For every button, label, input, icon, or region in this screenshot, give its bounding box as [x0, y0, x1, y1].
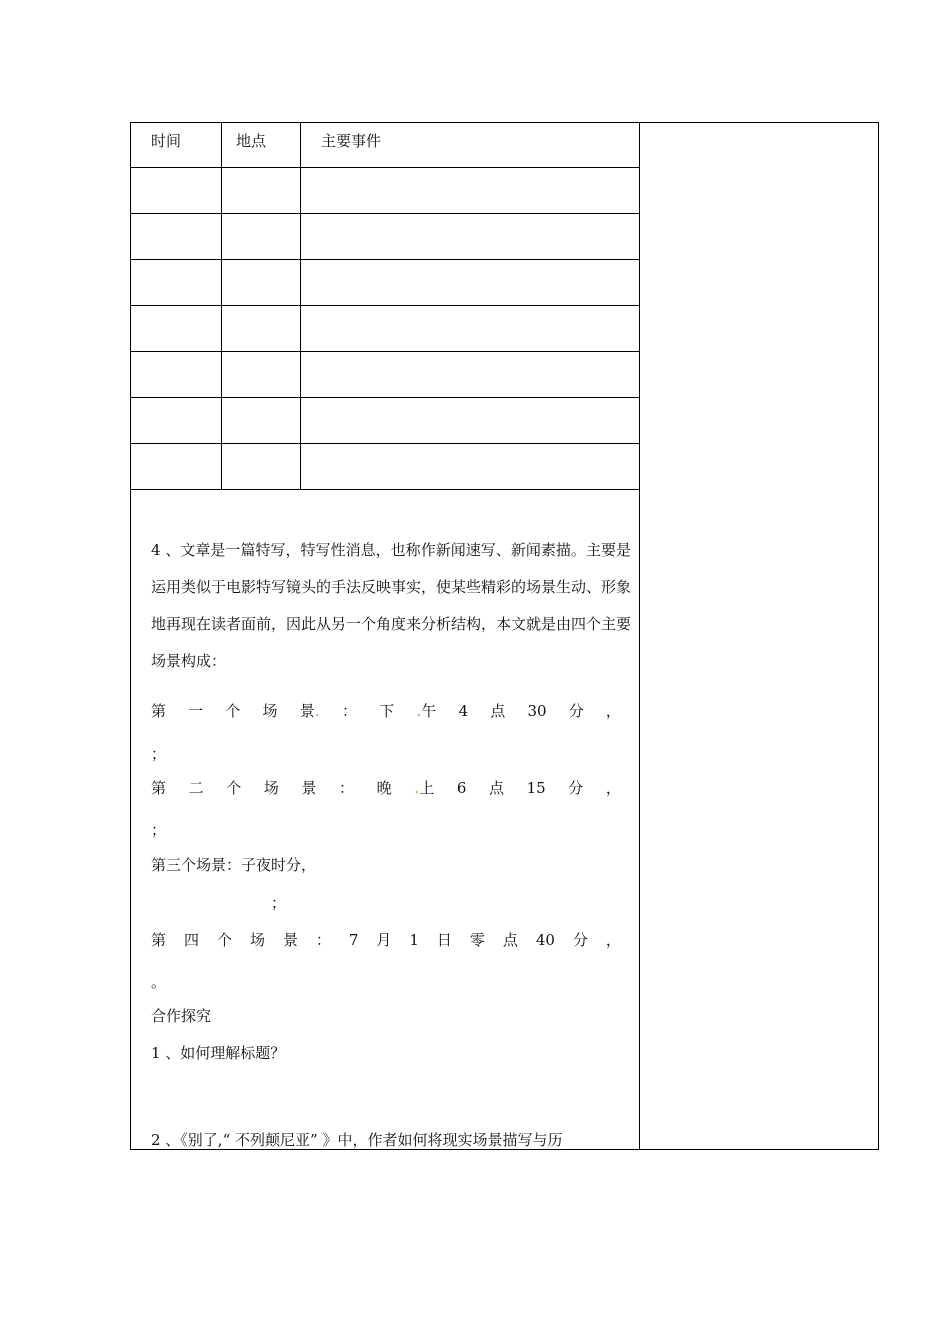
- table-row: [131, 306, 640, 352]
- table-row: [131, 352, 640, 398]
- table-row: [131, 398, 640, 444]
- table-row: [131, 444, 640, 490]
- mark-dot: .: [314, 701, 320, 720]
- table-header-row: [131, 123, 640, 168]
- scene-1-end: ；: [151, 745, 167, 763]
- question-1: 1 、如何理解标题？: [151, 1044, 286, 1062]
- scene-3-line: 第三个场景：子夜时分，: [151, 856, 317, 874]
- mark-dot: .: [416, 701, 422, 720]
- event-table: [130, 122, 640, 490]
- scene-3-end: ；: [271, 894, 287, 912]
- mark-dot: .: [414, 778, 420, 797]
- table-row: [131, 260, 640, 306]
- table-row: [131, 214, 640, 260]
- scene-2-end: ；: [151, 821, 167, 839]
- header-time: 时间: [151, 132, 182, 150]
- cooperate-heading: 合作探究: [151, 1007, 212, 1025]
- table-row: [131, 168, 640, 214]
- header-place: 地点: [236, 132, 267, 150]
- item-4-paragraph: 4 、文章是一篇特写，特写性消息，也称作新闻速写、新闻素描。主要是运用类似于电影特写镜头的手法反映事实，使某些精彩的场景生动、形象地再现在读者面前，因此从另一个角度来分析结构，本文就是由四个主要场景构成：: [151, 541, 632, 670]
- scene-4-line: 第 四 个 场 景 ： 7 月 1 日 零 点 40 分 ，: [151, 931, 621, 949]
- header-main-event: 主要事件: [321, 132, 382, 150]
- question-2: 2 、《别了,“ 不列颠尼亚” 》中，作者如何将现实场景描写与历: [151, 1131, 563, 1149]
- scene-2-line: 第 二 个 场 景 ： 晚 .上 6 点 15 分 ，: [151, 778, 621, 797]
- scene-4-end: 。: [151, 973, 167, 991]
- scene-1-line: 第 一 个 场 景. ： 下 .午 4 点 30 分 ，: [151, 701, 621, 720]
